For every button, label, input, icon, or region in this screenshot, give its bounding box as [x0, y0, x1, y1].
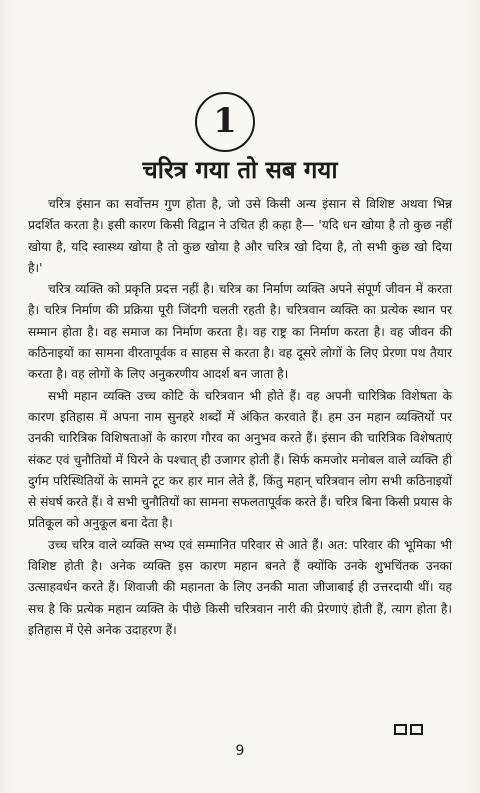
chapter-title: चरित्र गया तो सब गया — [142, 156, 338, 184]
paragraph: उच्च चरित्र वाले व्यक्ति सभ्य एवं सम्मानित परिवार से आते हैं। अत: परिवार की भूमिका भी विशिष्ट होती है। अनेक व्यक्ति इस कारण महान बनते हैं क्योंकि उनके शुभचिंतक उनका उत्साहवर्धन करते हैं। शिवाजी की महानता के लिए उनकी माता जीजाबाई ही उत्तरदायी थीं। यह सच है कि प्रत्येक महान व्यक्ति के पीछे किसी चरित्रवान नारी की प्रेरणाएं होती हैं, त्याग होता है। इतिहास में ऐसे अनेक उदाहरण हैं। — [28, 537, 452, 637]
end-mark-square-icon — [410, 724, 423, 735]
chapter-number-circle — [195, 92, 255, 152]
paragraph: चरित्र इंसान का सर्वोत्तम गुण होता है, जो उसे किसी अन्य इंसान से विशिष्ट अथवा भिन्न प्रदर्शित करता है। इसी कारण किसी विद्वान ने उचित ही कहा है— 'यदि धन खोया है तो कुछ नहीं खोया है, यदि स्वास्थ्य खोया है तो कुछ खोया है और चरित्र खो दिया है, तो सभी कुछ खो दिया है।' — [28, 197, 452, 275]
chapter-number: 1 — [213, 101, 237, 141]
page-number: 9 — [235, 743, 245, 759]
paragraph: सभी महान व्यक्ति उच्च कोटि के चरित्रवान भी होते हैं। वह अपनी चारित्रिक विशेषता के कारण इतिहास में अपना नाम सुनहरे शब्दों में अंकित करवाते हैं। हम उन महान व्यक्तियों पर उनकी चारित्रिक विशिषताओं के कारण गौरव का अनुभव करते हैं। इंसान की चारित्रिक विशेषताएं संकट एवं चुनौतियों में घिरने के पश्चात् ही उजागर होती हैं। सिर्फ कमजोर मनोबल वाले व्यक्ति ही दुर्गम परिस्थितियों के सामने टूट कर हार मान लेते हैं, किंतु महान् चरित्रवान लोग सभी कठिनाइयों से संघर्ष करते हैं। वे सभी चुनौतियों का सामना सफलतापूर्वक करते हैं। चरित्र बिना किसी प्रयास के प्रतिकूल को अनुकूल बना देता है। — [28, 388, 452, 531]
chapter-body — [28, 194, 452, 641]
paragraph: चरित्र व्यक्ति को प्रकृति प्रदत्त नहीं है। चरित्र का निर्माण व्यक्ति अपने संपूर्ण जीवन में करता है। चरित्र निर्माण की प्रक्रिया पूरी जिंदगी चलती रहती है। चरित्रवान व्यक्ति का प्रत्येक स्थान पर सम्मान होता है। वह समाज का निर्माण करता है। वह राष्ट्र का निर्माण करता है। वह जीवन की कठिनाइयों का सामना वीरतापूर्वक व साहस से करता है। वह दूसरे लोगों के लिए प्रेरणा पथ तैयार करता है। वह लोगों के लिए अनुकरणीय आदर्श बन जाता है। — [28, 282, 452, 382]
end-mark-square-icon — [394, 724, 407, 735]
section-end-mark — [394, 724, 423, 735]
